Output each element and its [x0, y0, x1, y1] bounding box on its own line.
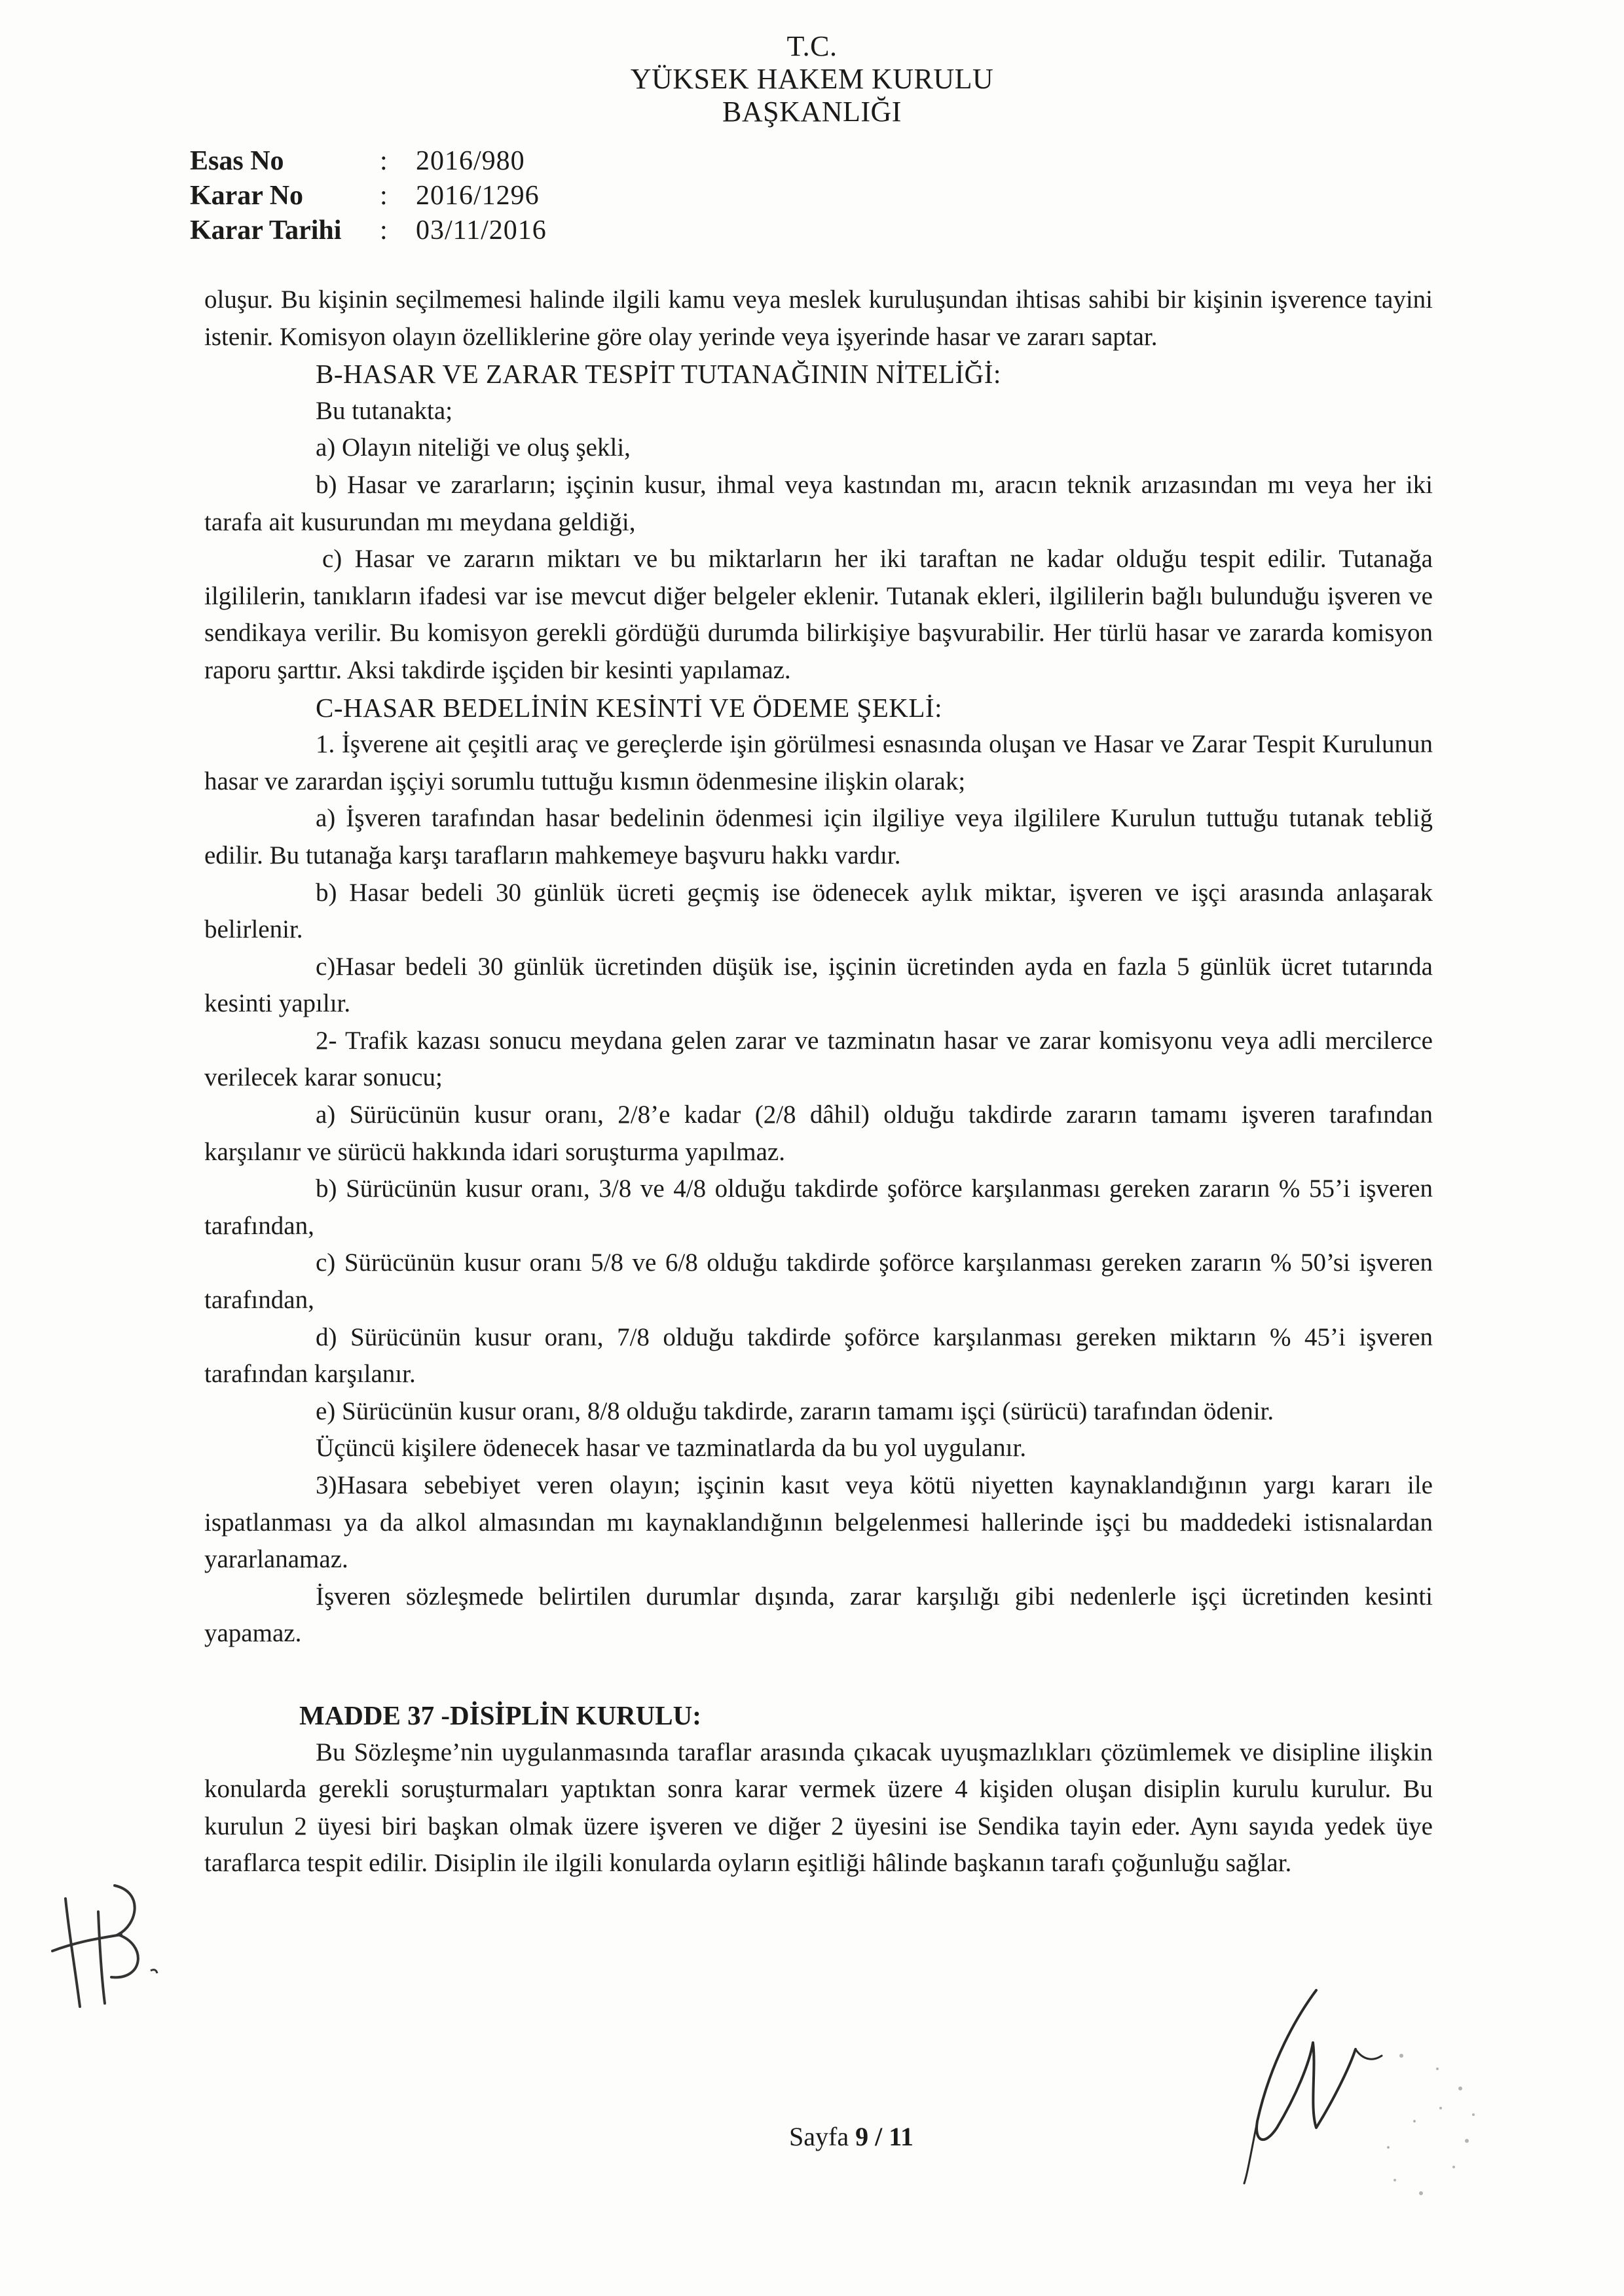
- paragraph: İşveren sözleşmede belirtilen durumlar dışında, zarar karşılığı gibi nedenlerle işçi ücretinden kesinti yapamaz.: [204, 1582, 1433, 1648]
- handwritten-initials-left: [39, 1872, 170, 2023]
- header: [589, 30, 1035, 128]
- list-item: d) Sürücünün kusur oranı, 7/8 olduğu takdirde şoförce karşılanması gereken miktarın % 45’i işveren tarafından karşılanır.: [204, 1322, 1433, 1389]
- paragraph: Üçüncü kişilere ödenecek hasar ve tazminatlarda da bu yol uygulanır.: [316, 1434, 1027, 1463]
- page-total: 11: [889, 2122, 913, 2151]
- meta-value: 2016/1296: [416, 181, 540, 211]
- page-prefix: Sayfa: [789, 2122, 849, 2151]
- list-item: a) Sürücünün kusur oranı, 2/8’e kadar (2/8 dâhil) olduğu takdirde zararın tamamı işveren tarafından karşılanır ve sürücü hakkında idari soruşturma yapılmaz.: [204, 1101, 1433, 1166]
- stamp-dots: [1375, 2043, 1493, 2213]
- meta-value: 03/11/2016: [416, 215, 547, 246]
- list-item: c) Hasar ve zararın miktarı ve bu miktarların her iki taraftan ne kadar olduğu tespit edilir. Tutanağa ilgililerin, tanıkların ifadesi var ise mevcut diğer belgeler eklenir. Tutanak ekleri, ilgililerin bağlı bulunduğu işveren ve sendikaya verilir. Bu komisyon gerekli gördüğü durumda bilirkişiye başvurabilir. Her türlü hasar ve zararda komisyon raporu şarttır. Aksi takdirde işçiden bir kesinti yapılamaz.: [204, 545, 1433, 684]
- header-line-presidency: BAŞKANLIĞI: [722, 96, 902, 128]
- meta-label: Esas No: [190, 146, 284, 176]
- list-item: c)Hasar bedeli 30 günlük ücretinden düşük ise, işçinin ücretinden ayda en fazla 5 günlük ücret tutarında kesinti yapılır.: [204, 952, 1433, 1018]
- meta-row-karar: [190, 179, 547, 213]
- meta-label: Karar Tarihi: [190, 215, 342, 246]
- header-line-institution: YÜKSEK HAKEM KURULU: [630, 63, 994, 95]
- header-line-tc: T.C.: [786, 30, 838, 62]
- meta-sep: :: [380, 215, 388, 246]
- list-item: e) Sürücünün kusur oranı, 8/8 olduğu takdirde, zararın tamamı işçi (sürücü) tarafından ödenir.: [316, 1396, 1274, 1425]
- page-current: 9: [855, 2122, 869, 2151]
- paragraph: Bu tutanakta;: [316, 396, 453, 425]
- meta-sep: :: [380, 146, 388, 176]
- meta-label: Karar No: [190, 181, 304, 211]
- case-meta: [190, 144, 547, 248]
- paragraph-continuation: oluşur. Bu kişinin seçilmemesi halinde ilgili kamu veya meslek kuruluşundan ihtisas sahibi bir kişinin işverence tayini istenir. Komisyon olayın özelliklerine göre olay yerinde veya işyerinde hasar ve zararı saptar.: [204, 285, 1433, 351]
- paragraph: Bu Sözleşme’nin uygulanmasında taraflar arasında çıkacak uyuşmazlıkları çözümlemek ve disipline ilişkin konularda gerekli soruşturmaları yaptıktan sonra karar vermek üzere 4 kişiden oluşan disiplin kurulu kurulur. Bu kurulun 2 üyesi biri başkan olmak üzere işveren ve diğer 2 üyesini ise Sendika tayin eder. Aynı sayıda yedek üye taraflarca tespit edilir. Disiplin ile ilgili konularda oyların eşitliği hâlinde başkanın tarafı çoğunluğu sağlar.: [204, 1738, 1433, 1878]
- list-item: c) Sürücünün kusur oranı 5/8 ve 6/8 olduğu takdirde şoförce karşılanması gereken zararın % 50’si işveren tarafından,: [204, 1248, 1433, 1315]
- meta-row-esas: [190, 144, 547, 179]
- list-item: 3)Hasara sebebiyet veren olayın; işçinin kasıt veya kötü niyetten kaynaklandığının yargı kararı ile ispatlanması ya da alkol almasından mı kaynaklandığının belgelenmesi hallerinde işçi bu maddedeki istisnalardan yararlanamaz.: [204, 1471, 1433, 1574]
- list-item: b) Hasar ve zararların; işçinin kusur, ihmal veya kastından mı, aracın teknik arızasından mı veya her iki tarafa ait kusurundan mı meydana geldiği,: [204, 470, 1433, 536]
- list-item: b) Hasar bedeli 30 günlük ücreti geçmiş ise ödenecek aylık miktar, işveren ve işçi arasında anlaşarak belirlenir.: [204, 878, 1433, 944]
- section-heading-b: B-HASAR VE ZARAR TESPİT TUTANAĞININ NİTELİĞİ:: [316, 359, 1001, 390]
- list-item: a) İşveren tarafından hasar bedelinin ödenmesi için ilgiliye veya ilgililere Kurulun tuttuğu tutanak tebliğ edilir. Bu tutanağa karşı tarafların mahkemeye başvuru hakkı vardır.: [204, 804, 1433, 869]
- article-heading: MADDE 37 -DİSİPLİN KURULU:: [299, 1700, 701, 1730]
- page-number: [753, 2121, 950, 2152]
- spacer: [204, 1652, 1433, 1671]
- document-body: [204, 282, 1433, 1882]
- section-heading-c: C-HASAR BEDELİNİN KESİNTİ VE ÖDEME ŞEKLİ:: [316, 692, 942, 723]
- signature: [1218, 1964, 1401, 2187]
- meta-sep: :: [380, 181, 388, 211]
- meta-row-tarih: [190, 213, 547, 248]
- list-item: 1. İşverene ait çeşitli araç ve gereçlerde işin görülmesi esnasında oluşan ve Hasar ve Zarar Tespit Kurulunun hasar ve zarardan işçiyi sorumlu tuttuğu kısmın ödenmesine ilişkin olarak;: [204, 730, 1433, 795]
- list-item: a) Olayın niteliği ve oluş şekli,: [316, 433, 631, 462]
- list-item: b) Sürücünün kusur oranı, 3/8 ve 4/8 olduğu takdirde şoförce karşılanması gereken zararın % 55’i işveren tarafından,: [204, 1175, 1433, 1240]
- page-sep: /: [875, 2122, 883, 2151]
- meta-value: 2016/980: [416, 146, 525, 176]
- list-item: 2- Trafik kazası sonucu meydana gelen zarar ve tazminatın hasar ve zarar komisyonu veya adli mercilerce verilecek karar sonucu;: [204, 1026, 1433, 1092]
